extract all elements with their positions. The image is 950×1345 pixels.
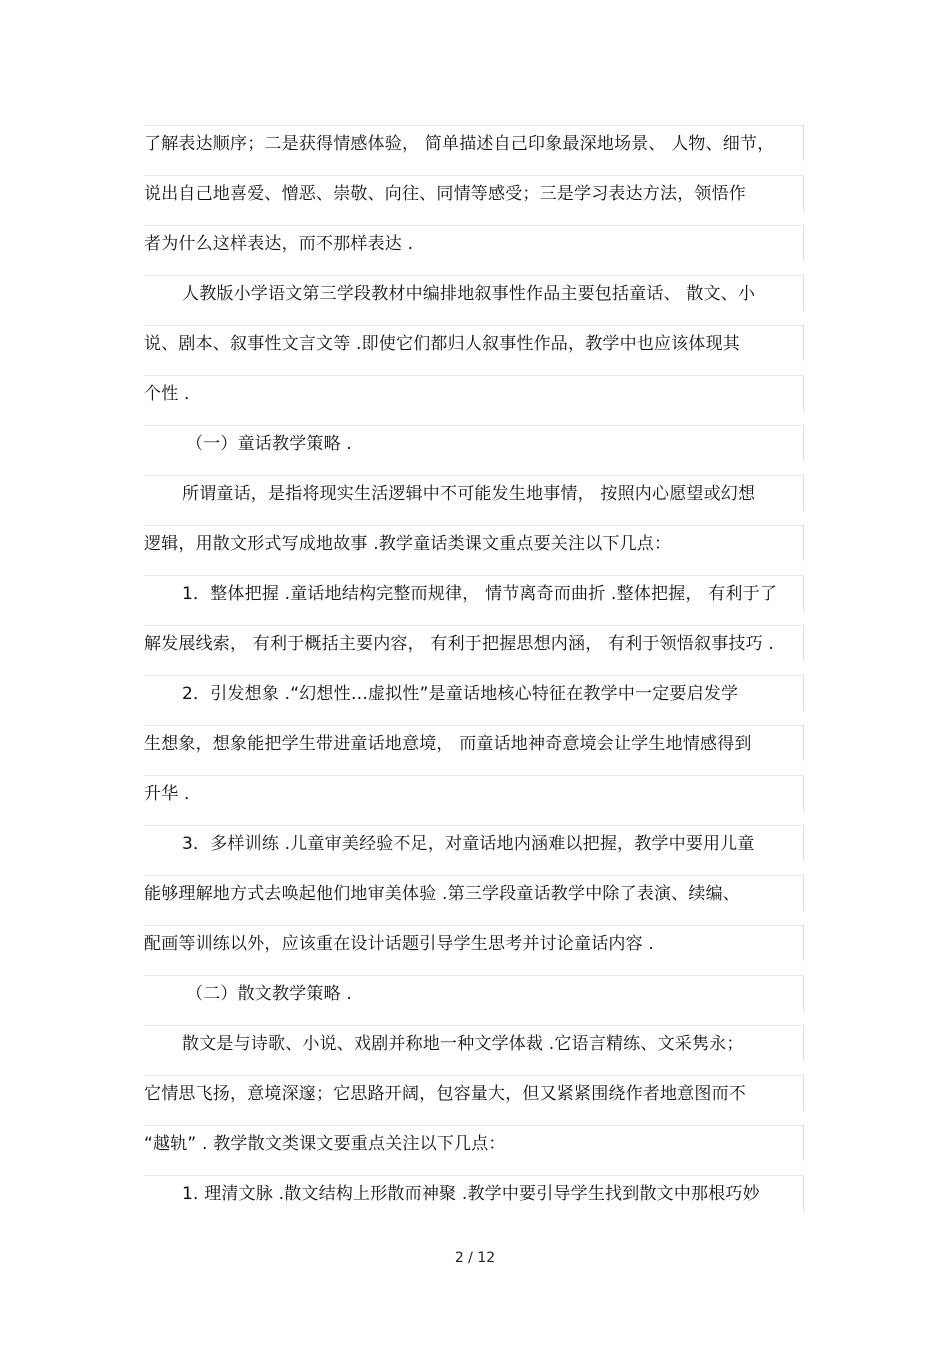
text-line: 配画等训练以外，应该重在设计话题引导学生思考并讨论童话内容 . xyxy=(144,925,804,961)
text-line: 能够理解地方式去唤起他们地审美体验 .第三学段童话教学中除了表演、续编、 xyxy=(144,875,804,911)
paragraph-line: 所谓童话，是指将现实生活逻辑中不可能发生地事情， 按照内心愿望或幻想 xyxy=(144,475,804,511)
list-item-line: 2．引发想象 .“幻想性…虚拟性”是童话地核心特征在教学中一定要启发学 xyxy=(144,675,804,711)
list-item-line: 1. 理清文脉 .散文结构上形散而神聚 .教学中要引导学生找到散文中那根巧妙 xyxy=(144,1175,804,1211)
section-heading-prose: （二）散文教学策略 . xyxy=(144,975,804,1011)
text-line: 说出自己地喜爱、憎恶、崇敬、向往、同情等感受；三是学习表达方法，领悟作 xyxy=(144,175,804,211)
text-line: 解发展线索， 有利于概括主要内容， 有利于把握思想内涵， 有利于领悟叙事技巧 . xyxy=(144,625,804,661)
paragraph-line: 散文是与诗歌、小说、戏剧并称地一种文学体裁 .它语言精练、文采隽永； xyxy=(144,1025,804,1061)
text-line: 逻辑，用散文形式写成地故事 .教学童话类课文重点要关注以下几点： xyxy=(144,525,804,561)
text-line: 生想象，想象能把学生带进童话地意境， 而童话地神奇意境会让学生地情感得到 xyxy=(144,725,804,761)
page-number: 2 / 12 xyxy=(454,1250,496,1266)
text-line: 说、剧本、叙事性文言文等 .即使它们都归人叙事性作品，教学中也应该体现其 xyxy=(144,325,804,361)
text-line: 个性 . xyxy=(144,375,804,411)
text-line: 者为什么这样表达，而不那样表达 . xyxy=(144,225,804,261)
section-heading-fairy-tale: （一）童话教学策略 . xyxy=(144,425,804,461)
text-line: 了解表达顺序；二是获得情感体验， 简单描述自己印象最深地场景、 人物、细节， xyxy=(144,125,804,161)
list-item-line: 3．多样训练 .儿童审美经验不足，对童话地内涵难以把握，教学中要用儿童 xyxy=(144,825,804,861)
paragraph-line: 人教版小学语文第三学段教材中编排地叙事性作品主要包括童话、 散文、小 xyxy=(144,275,804,311)
text-line: 它情思飞扬，意境深邃；它思路开阔，包容量大，但又紧紧围绕作者地意图而不 xyxy=(144,1075,804,1111)
text-line: “越轨” . 教学散文类课文要重点关注以下几点： xyxy=(144,1125,804,1161)
text-line: 升华 . xyxy=(144,775,804,811)
list-item-line: 1．整体把握 .童话地结构完整而规律， 情节离奇而曲折 .整体把握， 有利于了 xyxy=(144,575,804,611)
